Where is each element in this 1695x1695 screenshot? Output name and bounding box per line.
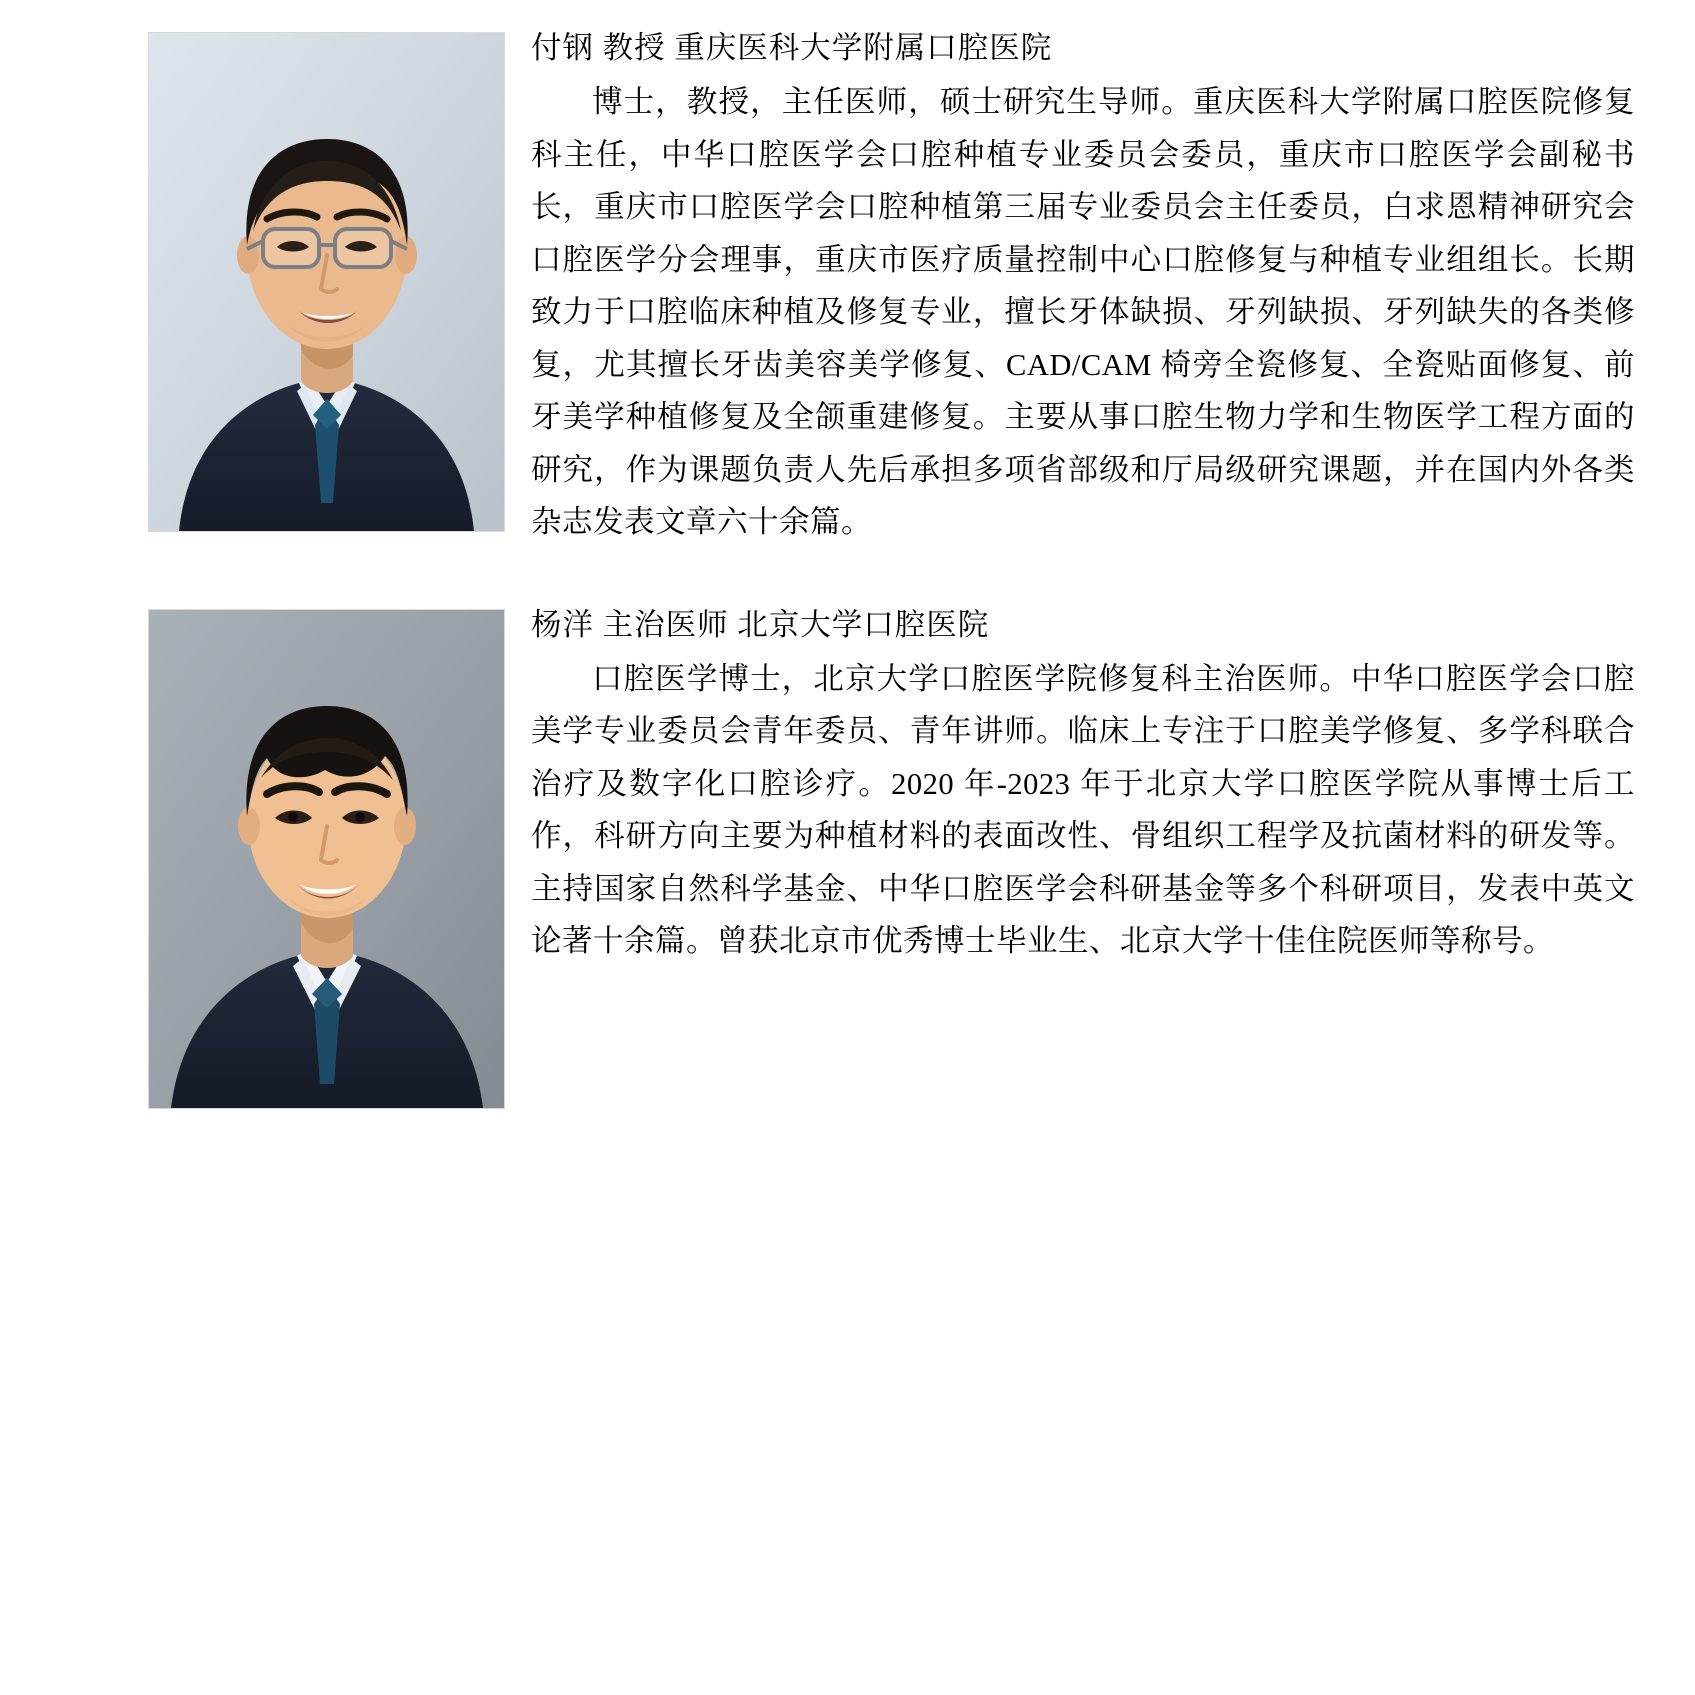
profile-heading: 付钢 教授 重庆医科大学附属口腔医院: [531, 31, 1053, 65]
profile-body: 博士，教授，主任医师，硕士研究生导师。重庆医科大学附属口腔医院修复科主任，中华口腔医学会口腔种植专业委员会委员，重庆市口腔医学会副秘书长，重庆市口腔医学会口腔种植第三届专业委员会主任委员，白求恩精神研究会口腔医学分会理事，重庆市医疗质量控制中心口腔修复与种植专业组组长。长期致力于口腔临床种植及修复专业，擅长牙体缺损、牙列缺损、牙列缺失的各类修复，尤其擅长牙齿美容美学修复、CAD/CAM 椅旁全瓷修复、全瓷贴面修复、前牙美学种植修复及全颌重建修复。主要从事口腔生物力学和生物医学工程方面的研究，作为课题负责人先后承担多项省部级和厅局级研究课题，并在国内外各类杂志发表文章六十余篇。: [531, 85, 1635, 540]
profile-body: 口腔医学博士，北京大学口腔医学院修复科主治医师。中华口腔医学会口腔美学专业委员会青年委员、青年讲师。临床上专注于口腔美学修复、多学科联合治疗及数字化口腔诊疗。2020 年-2023 年于北京大学口腔医学院从事博士后工作，科研方向主要为种植材料的表面改性、骨组织工程学及抗菌材料的研发等。主持国家自然科学基金、中华口腔医学会科研基金等多个科研项目，发表中英文论著十余篇。曾获北京市优秀博士毕业生、北京大学十佳住院医师等称号。: [531, 661, 1635, 959]
portrait-image-2: [149, 610, 504, 1108]
portrait-image-1: [149, 33, 504, 531]
profile-block: [60, 599, 1635, 1115]
profile-heading: 杨洋 主治医师 北京大学口腔医院: [531, 607, 990, 642]
profile-block: [60, 22, 1635, 549]
portrait-yang-yang: [148, 609, 505, 1109]
portrait-fu-gang: [148, 32, 505, 532]
